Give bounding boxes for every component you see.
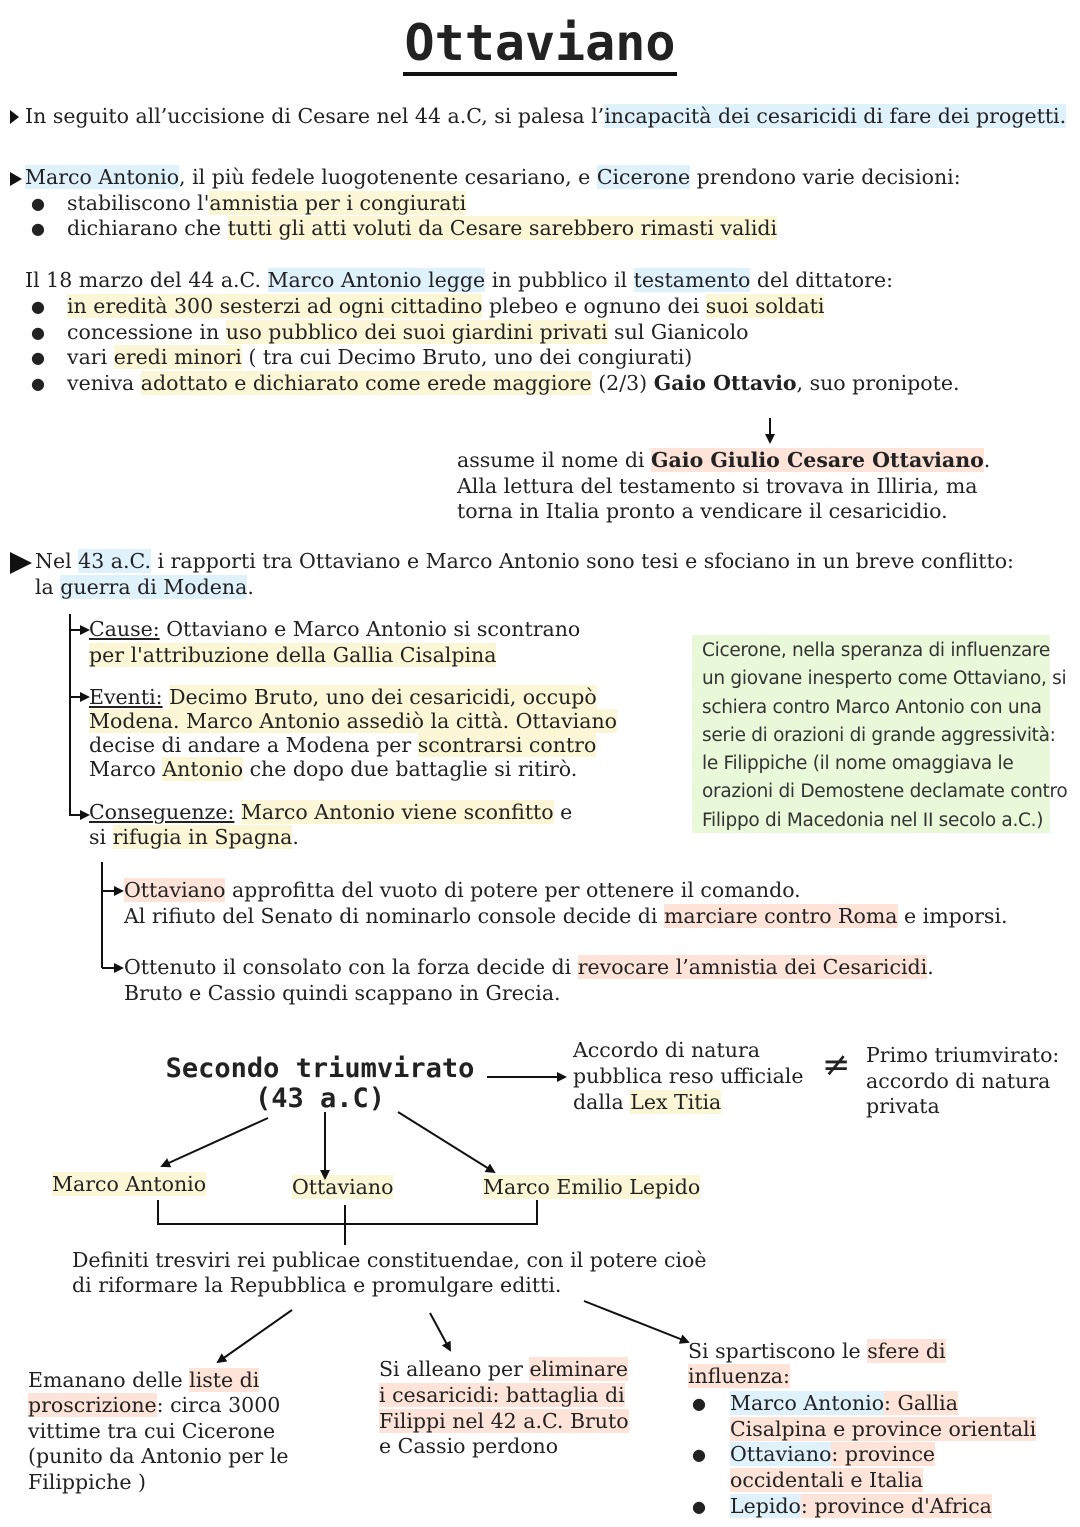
first-triumvirate-text: accordo di natura bbox=[866, 1069, 1051, 1093]
aftermath-line: Al rifiuto del Senato di nominarlo console decide di marciare contro Roma e imporsi. bbox=[124, 904, 1008, 928]
triumvirate-title: Secondo triumvirato (43 a.C) bbox=[165, 1053, 475, 1114]
arrow-outcome-1 bbox=[218, 1310, 292, 1362]
cause-line: Cause: Ottaviano e Marco Antonio si scontrano bbox=[89, 617, 581, 641]
proscription-text: (punito da Antonio per le bbox=[28, 1444, 289, 1468]
proscription-text: Emanano delle liste di bbox=[28, 1368, 260, 1392]
sphere-item: Cisalpina e province orientali bbox=[730, 1417, 1037, 1441]
intro-line: In seguito all’uccisione di Cesare nel 44 a.C, si palesa l’incapacità dei cesaricidi di fare dei progetti. bbox=[25, 104, 1067, 128]
member-lepido: Marco Emilio Lepido bbox=[483, 1175, 701, 1199]
first-triumvirate-text: Primo triumvirato: bbox=[866, 1043, 1060, 1067]
arrow-outcome-2 bbox=[430, 1313, 450, 1350]
alliance-text: i cesaricidi: battaglia di bbox=[379, 1383, 625, 1407]
proscription-text: proscrizione: circa 3000 bbox=[28, 1393, 281, 1417]
aftermath-line: Ottenuto il consolato con la forza decide di revocare l’amnistia dei Cesaricidi. bbox=[124, 955, 934, 979]
not-equal-icon: ≠ bbox=[822, 1045, 851, 1085]
member-ottaviano: Ottaviano bbox=[292, 1175, 394, 1199]
members-bracket bbox=[158, 1200, 537, 1224]
accord-text: pubblica reso ufficiale bbox=[573, 1064, 804, 1088]
bullet-dot: ● bbox=[31, 219, 45, 238]
bullet-dot: ● bbox=[692, 1394, 706, 1413]
bullet-dot: ● bbox=[31, 323, 45, 342]
note-line: un giovane inesperto come Ottaviano, si bbox=[702, 668, 1067, 690]
member-marco-antonio: Marco Antonio bbox=[52, 1172, 207, 1196]
events-line: Modena. Marco Antonio assediò la città. Ottaviano bbox=[89, 709, 618, 733]
aftermath-line: Ottaviano approfitta del vuoto di potere per ottenere il comando. bbox=[124, 878, 801, 902]
testament-item: concessione in uso pubblico dei suoi giardini privati sul Gianicolo bbox=[67, 320, 749, 344]
proscription-text: Filippiche ) bbox=[28, 1470, 147, 1494]
events-line: decise di andare a Modena per scontrarsi contro bbox=[89, 733, 597, 757]
events-line: Eventi: Decimo Bruto, uno dei cesaricidi, occupò bbox=[89, 685, 597, 709]
alliance-text: e Cassio perdono bbox=[379, 1434, 559, 1458]
arrow-member-1 bbox=[162, 1118, 268, 1166]
sphere-item: Ottaviano: province bbox=[730, 1442, 936, 1466]
modena-intro: Nel 43 a.C. i rapporti tra Ottaviano e Marco Antonio sono tesi e sfociano in un breve conflitto: bbox=[35, 549, 1014, 573]
sphere-item: Lepido: province d'Africa bbox=[730, 1494, 992, 1518]
proscription-text: vittime tra cui Cicerone bbox=[28, 1419, 276, 1443]
first-triumvirate-text: privata bbox=[866, 1094, 940, 1118]
note-line: Filippo di Macedonia nel II secolo a.C.) bbox=[702, 809, 1044, 831]
consequences-line: si rifugia in Spagna. bbox=[89, 825, 299, 849]
alliance-text: Filippi nel 42 a.C. Bruto bbox=[379, 1409, 629, 1433]
note-line: serie di orazioni di grande aggressività: bbox=[702, 724, 1056, 746]
arrow-member-3 bbox=[398, 1112, 494, 1172]
testament-intro: Il 18 marzo del 44 a.C. Marco Antonio legge in pubblico il testamento del dittatore: bbox=[25, 268, 893, 292]
bullet-dot: ● bbox=[31, 348, 45, 367]
bullet-dot: ● bbox=[692, 1497, 706, 1516]
note-line: le Filippiche (il nome omaggiava le bbox=[702, 753, 1014, 775]
spheres-text: influenza: bbox=[688, 1364, 790, 1388]
cause-line: per l'attribuzione della Gallia Cisalpina bbox=[89, 643, 497, 667]
decision-item: stabiliscono l'amnistia per i congiurati bbox=[67, 191, 467, 215]
tresviri-text: di riformare la Repubblica e promulgare editti. bbox=[72, 1273, 562, 1297]
note-line: Cicerone, nella speranza di influenzare bbox=[702, 640, 1051, 661]
bullet-dot: ● bbox=[692, 1445, 706, 1464]
name-block-line: assume il nome di Gaio Giulio Cesare Ottaviano. bbox=[457, 448, 991, 472]
note-line: schiera contro Marco Antonio con una bbox=[702, 696, 1042, 718]
testament-item: vari eredi minori ( tra cui Decimo Bruto, uno dei congiurati) bbox=[67, 345, 693, 369]
bullet-dot: ● bbox=[31, 194, 45, 213]
decision-item: dichiarano che tutti gli atti voluti da Cesare sarebbero rimasti validi bbox=[67, 216, 778, 240]
bracket-line bbox=[70, 614, 88, 815]
bullet-dot: ● bbox=[31, 297, 45, 316]
aftermath-line: Bruto e Cassio quindi scappano in Grecia. bbox=[124, 981, 561, 1005]
tresviri-text: Definiti tresviri rei publicae constituendae, con il potere cioè bbox=[72, 1248, 707, 1272]
bullet-dot: ● bbox=[31, 374, 45, 393]
accord-text: Accordo di natura bbox=[573, 1038, 760, 1062]
name-block-line: torna in Italia pronto a vendicare il cesaricidio. bbox=[457, 499, 948, 523]
testament-item: in eredità 300 sesterzi ad ogni cittadino plebeo e ognuno dei suoi soldati bbox=[67, 294, 825, 318]
events-line: Marco Antonio che dopo due battaglie si ritirò. bbox=[89, 757, 578, 781]
spheres-text: Si spartiscono le sfere di bbox=[688, 1339, 946, 1363]
modena-intro: la guerra di Modena. bbox=[35, 575, 254, 599]
decisions-intro: Marco Antonio, il più fedele luogotenente cesariano, e Cicerone prendono varie decisioni: bbox=[25, 165, 961, 189]
sphere-item: Marco Antonio: Gallia bbox=[730, 1391, 958, 1415]
arrow-outcome-3 bbox=[584, 1301, 688, 1342]
note-line: orazioni di Demostene declamate contro bbox=[702, 781, 1068, 803]
page-title: Ottaviano bbox=[0, 8, 1080, 78]
sphere-item: occidentali e Italia bbox=[730, 1468, 923, 1492]
alliance-text: Si alleano per eliminare bbox=[379, 1357, 629, 1381]
accord-text: dalla Lex Titia bbox=[573, 1090, 722, 1114]
name-block-line: Alla lettura del testamento si trovava in Illiria, ma bbox=[457, 474, 978, 498]
testament-item: veniva adottato e dichiarato come erede maggiore (2/3) Gaio Ottavio, suo pronipote. bbox=[67, 371, 960, 395]
consequences-line: Conseguenze: Marco Antonio viene sconfitto e bbox=[89, 800, 573, 824]
